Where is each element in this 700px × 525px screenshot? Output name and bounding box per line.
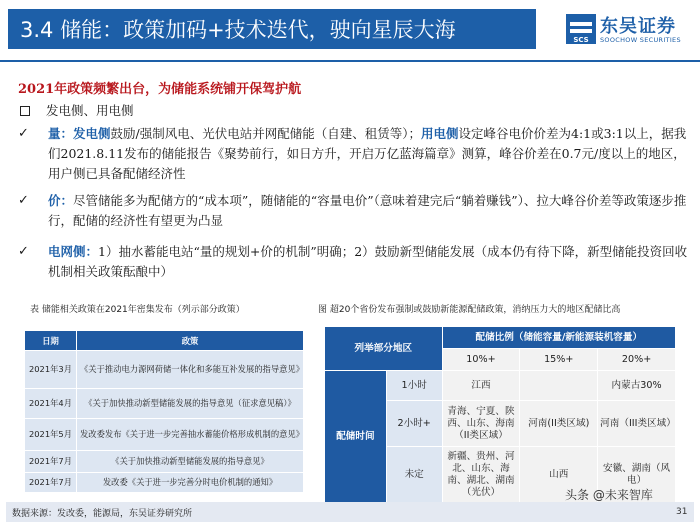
column-header: 政策 [77,331,304,351]
date-cell: 2021年7月 [25,451,77,473]
bullet-key: 电网侧： [48,244,99,259]
check-icon: ✓ [18,126,29,141]
ratio-header: 配储比例（储能容量/新能源装机容量） [442,327,675,349]
ratio-label: 10%+ [442,349,520,371]
bullet-key: 用电侧 [421,126,459,141]
table-row [25,351,304,389]
table-row [25,473,304,493]
time-label: 未定 [386,447,442,503]
square-bullet-icon [20,106,30,116]
region-cell: 青海、宁夏、陕西、山东、海南（II类区域） [442,401,520,447]
region-header: 列举部分地区 [325,327,443,371]
time-label: 2小时+ [386,401,442,447]
bullet-price [18,191,688,231]
table-row [25,419,304,451]
page-title: 3.4 储能：政策加码+技术迭代，驶向星辰大海 [20,18,456,42]
policy-cell: 发改委《关于进一步完善分时电价机制的通知》 [77,473,304,493]
header [0,0,700,56]
column-header: 日期 [25,331,77,351]
logo-text-en: SOOCHOW SECURITIES [600,36,681,44]
bullet-text: 1）抽水蓄能电站“量的规划+价的机制”明确；2）鼓励新型储能发展（成本仍有待下降，新型储能投资回收机制相关政策酝酿中） [48,244,688,279]
bullet-key: 量： [48,126,74,141]
header-rule [0,60,700,62]
ratio-label: 20%+ [598,349,676,371]
title-bar [8,9,536,49]
watermark: 头条 @未来智库 [565,488,653,502]
policy-cell: 《关于加快推动新型储能发展的指导意见》 [77,451,304,473]
region-cell: 河南（III类区域） [598,401,676,447]
sub-bullet-text: 发电侧、用电侧 [46,103,134,118]
table-row [325,371,676,401]
svg-text:SCS: SCS [573,36,589,44]
region-cell [520,371,598,401]
date-cell: 2021年7月 [25,473,77,493]
logo-mark-icon [566,14,596,44]
region-cell: 新疆、贵州、河北、山东、海南、湖北、湖南（光伏） [442,447,520,503]
policy-cell: 《关于加快推动新型储能发展的指导意见（征求意见稿）》 [77,389,304,419]
check-icon: ✓ [18,244,29,259]
policy-table [24,330,304,493]
region-cell: 江西 [442,371,520,401]
right-table-caption: 图 超20个省份发布强制或鼓励新能源配储政策，消纳压力大的地区配储比高 [318,305,621,315]
policy-cell: 《关于推动电力源网荷储一体化和多能互补发展的指导意见》 [77,351,304,389]
table-row [25,451,304,473]
bullet-text: 尽管储能多为配储方的“成本项”，随储能的“容量电价”（意味着建完后“躺着赚钱”）、拉大峰谷价差等政策逐步推行，配储的经济性有望更为凸显 [48,193,687,228]
check-icon: ✓ [18,193,29,208]
logo-text-cn: 东吴证券 [600,16,676,37]
section-heading: 2021年政策频繁出台，为储能系统铺开保驾护航 [18,82,302,97]
storage-ratio-table [324,326,676,503]
date-cell: 2021年4月 [25,389,77,419]
sub-bullet [18,101,688,121]
region-cell: 内蒙古30% [598,371,676,401]
ratio-label: 15%+ [520,349,598,371]
data-source: 数据来源：发改委，能源局，东吴证券研究所 [12,509,193,519]
time-label: 1小时 [386,371,442,401]
bullet-text: 鼓励/强制风电、光伏电站并网配储能（自建、租赁等）； [110,126,421,141]
bullet-text: 设定峰谷电价价差为4:1或3:1以上，据我们2021.8.11发布的储能报告《聚势前行，如日方升，开启万亿蓝海篇章》测算，峰谷价差在0.7元/度以上的地区，用户侧已具备配储经济性 [48,126,687,181]
table-row [25,389,304,419]
policy-cell: 发改委发布《关于进一步完善抽水蓄能价格形成机制的意见》 [77,419,304,451]
page-number: 31 [676,507,688,517]
region-cell: 山西 [520,447,598,503]
region-cell: 安徽、湖南（风电） [598,447,676,503]
bullet-key: 价： [48,193,74,208]
bullet-grid [18,242,688,282]
date-cell: 2021年5月 [25,419,77,451]
time-group-header: 配储时间 [325,371,387,503]
date-cell: 2021年3月 [25,351,77,389]
region-cell: 河南(II类区域) [520,401,598,447]
bullet-key: 发电侧 [73,126,111,141]
company-logo [566,12,694,48]
left-table-caption: 表 储能相关政策在2021年密集发布（列示部分政策） [30,305,245,315]
bullet-volume [18,124,688,184]
